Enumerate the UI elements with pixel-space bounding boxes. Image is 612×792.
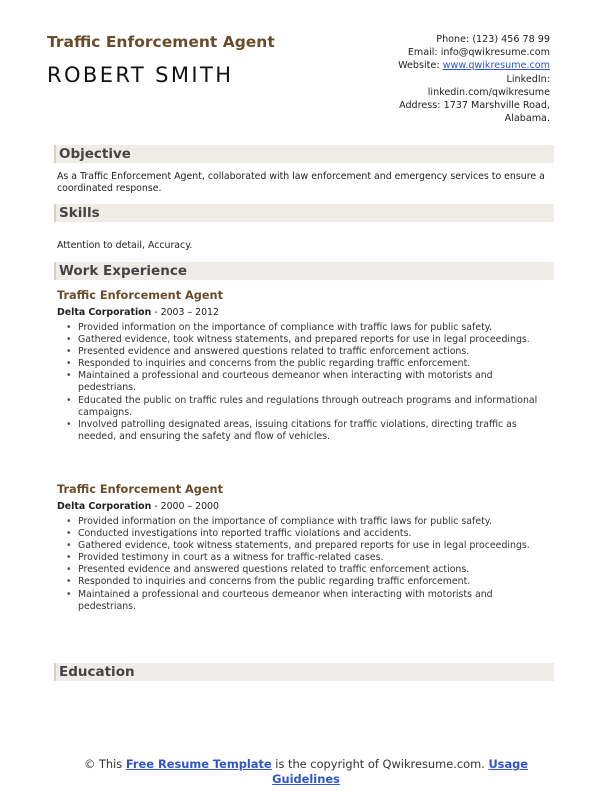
- address-line: [300, 99, 550, 112]
- email-label: Email:: [407, 47, 438, 59]
- job-1-company: Delta Corporation: [57, 307, 152, 318]
- job-2-company: Delta Corporation: [57, 501, 152, 512]
- list-item: • Responded to inquiries and concerns from the public regarding traffic enforcement.: [66, 576, 552, 588]
- website-line: [300, 59, 550, 72]
- usage-guidelines-link[interactable]: Usage Guidelines: [272, 757, 529, 786]
- job-2-title: Traffic Enforcement Agent: [57, 483, 223, 496]
- footer: [56, 757, 556, 786]
- job-1-company-line: [57, 307, 219, 318]
- education-heading: Education: [59, 664, 135, 680]
- list-item: • Presented evidence and answered questions related to traffic enforcement actions.: [66, 564, 552, 576]
- objective-heading: Objective: [59, 146, 131, 162]
- email-line: [300, 46, 550, 59]
- education-section-header: [54, 663, 554, 681]
- list-item: • Gathered evidence, took witness statements, and prepared reports for use in legal proceedings.: [66, 540, 552, 552]
- list-item: • Provided testimony in court as a witness for traffic-related cases.: [66, 552, 552, 564]
- job-2-dates: - 2000 – 2000: [151, 501, 219, 512]
- list-item: • Gathered evidence, took witness statements, and prepared reports for use in legal proceedings.: [66, 334, 552, 346]
- website-label: Website:: [398, 60, 440, 72]
- list-item: • Conducted investigations into reported traffic violations and accidents.: [66, 528, 552, 540]
- list-item: • Maintained a professional and courteous demeanor when interacting with motorists and pedestrians.: [66, 589, 552, 613]
- list-item: • Involved patrolling designated areas, issuing citations for traffic violations, directing traffic as needed, and ensuring the safety and flow of vehicles.: [66, 419, 552, 443]
- free-resume-template-link[interactable]: Free Resume Template: [125, 757, 272, 771]
- list-item: • Provided information on the importance of compliance with traffic laws for public safety.: [66, 322, 552, 334]
- footer-prefix: © This: [83, 757, 126, 771]
- work-experience-heading: Work Experience: [59, 263, 187, 279]
- objective-text: As a Traffic Enforcement Agent, collaborated with law enforcement and emergency services to ensure a coordinated response.: [57, 171, 545, 194]
- list-item: • Presented evidence and answered questions related to traffic enforcement actions.: [66, 346, 552, 358]
- linkedin-value: linkedin.com/qwikresume: [427, 86, 550, 98]
- job-title: Traffic Enforcement Agent: [47, 33, 275, 51]
- job-2-company-line: [57, 501, 219, 512]
- list-item: • Educated the public on traffic rules and regulations through outreach programs and informational campaigns.: [66, 395, 552, 419]
- job-1-title: Traffic Enforcement Agent: [57, 289, 223, 302]
- list-item: • Responded to inquiries and concerns from the public regarding traffic enforcement.: [66, 358, 552, 370]
- footer-middle: is the copyright of Qwikresume.com.: [271, 757, 489, 771]
- address-line-2: Alabama.: [504, 113, 550, 125]
- contact-block: [300, 33, 550, 125]
- linkedin-label: LinkedIn:: [506, 73, 550, 85]
- skills-section-header: [54, 204, 554, 222]
- email-value: info@qwikresume.com: [440, 47, 550, 59]
- work-experience-section-header: [54, 262, 554, 280]
- job-2-bullets: [66, 516, 552, 613]
- job-1-dates: - 2003 – 2012: [151, 307, 219, 318]
- skills-text: Attention to detail, Accuracy.: [57, 240, 193, 251]
- phone-label: Phone:: [436, 34, 470, 45]
- list-item: • Provided information on the importance of compliance with traffic laws for public safety.: [66, 516, 552, 528]
- phone-line: [300, 33, 550, 46]
- job-1-bullets: [66, 322, 552, 443]
- skills-heading: Skills: [59, 205, 100, 221]
- candidate-name: ROBERT SMITH: [47, 63, 234, 87]
- address-label: Address:: [399, 100, 441, 112]
- list-item: • Maintained a professional and courteous demeanor when interacting with motorists and pedestrians.: [66, 370, 552, 394]
- website-link[interactable]: www.qwikresume.com: [442, 60, 550, 72]
- address-value: 1737 Marshville Road,: [443, 100, 550, 112]
- phone-value: (123) 456 78 99: [472, 34, 550, 45]
- objective-section-header: [54, 145, 554, 163]
